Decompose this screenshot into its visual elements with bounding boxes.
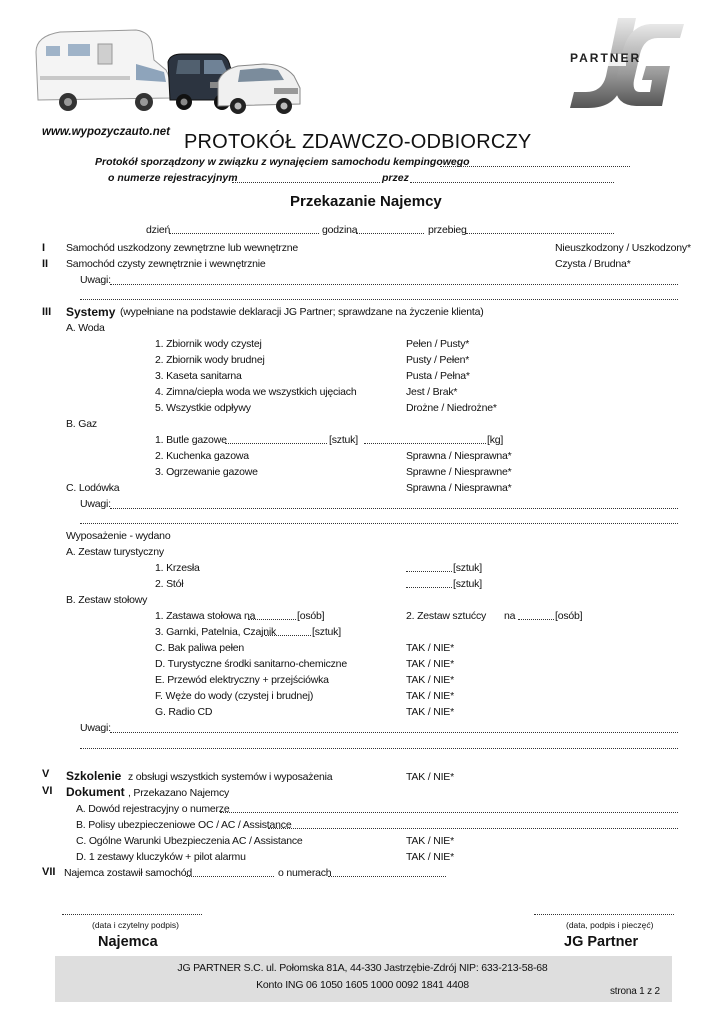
mileage-dotline bbox=[466, 233, 614, 234]
equipment-item-c: C. Bak paliwa pełen bbox=[155, 642, 245, 654]
document-item-b: B. Polisy ubezpieczeniowe OC / AC / Assistance bbox=[76, 819, 292, 831]
section-7-text: Najemca zostawił samochód bbox=[64, 867, 193, 879]
section-3-title: Systemy bbox=[66, 305, 116, 319]
notes-label-2: Uwagi: bbox=[80, 498, 111, 510]
gas-item-1: 1. Butle gazowe bbox=[155, 434, 227, 446]
fridge-status: Sprawna / Niesprawna* bbox=[406, 482, 512, 494]
document-item-d: D. 1 zestawy kluczyków + pilot alarmu bbox=[76, 851, 246, 863]
day-label: dzień bbox=[146, 224, 171, 236]
tenant-name: Najemca bbox=[98, 934, 158, 950]
water-item-4: 4. Zimna/ciepła woda we wszystkich ujęciach bbox=[155, 386, 357, 398]
chairs-label: 1. Krzesła bbox=[155, 562, 200, 574]
cutlery-unit: [osób] bbox=[555, 610, 583, 622]
gas-unit-pieces: [sztuk] bbox=[329, 434, 358, 446]
equipment-item-f: F. Węże do wody (czystej i brudnej) bbox=[155, 690, 314, 702]
mileage-label: przebieg bbox=[428, 224, 467, 236]
table-set-heading: B. Zestaw stołowy bbox=[66, 594, 148, 606]
tenant-signature-line[interactable] bbox=[62, 914, 202, 915]
page-number: strona 1 z 2 bbox=[610, 986, 660, 997]
gas-weight-dotline bbox=[364, 443, 486, 444]
partner-signature-line[interactable] bbox=[534, 914, 674, 915]
notes-dotline-3b bbox=[80, 748, 678, 749]
section-3-number: III bbox=[42, 306, 52, 318]
by-dotline bbox=[410, 182, 614, 183]
section-1-text: Samochód uszkodzony zewnętrzne lub wewnętrzne bbox=[66, 242, 299, 254]
equipment-item-e: E. Przewód elektryczny + przejściówka bbox=[155, 674, 329, 686]
pots-label: 3. Garnki, Patelnia, Czajnik bbox=[155, 626, 277, 638]
notes-dotline-1b bbox=[80, 299, 678, 300]
tourist-set-heading: A. Zestaw turystyczny bbox=[66, 546, 164, 558]
gas-unit-kg: [kg] bbox=[487, 434, 504, 446]
water-status-1: Pełen / Pusty* bbox=[406, 338, 470, 350]
fridge-heading: C. Lodówka bbox=[66, 482, 120, 494]
section-2-status: Czysta / Brudna* bbox=[555, 258, 631, 270]
vehicles-illustration bbox=[32, 20, 304, 120]
gas-status-2: Sprawna / Niesprawna* bbox=[406, 450, 512, 462]
partner-signature-caption: (data, podpis i pieczęć) bbox=[566, 920, 654, 930]
notes-dotline-1 bbox=[110, 284, 678, 285]
registration-label: o numerze rejestracyjnym bbox=[108, 172, 238, 184]
equipment-item-d: D. Turystyczne środki sanitarno-chemiczne bbox=[155, 658, 347, 670]
section-2-text: Samochód czysty zewnętrznie i wewnętrznie bbox=[66, 258, 266, 270]
section-1-number: I bbox=[42, 242, 46, 254]
section-1-status: Nieuszkodzony / Uszkodzony* bbox=[555, 242, 691, 254]
page-title: PROTOKÓŁ ZDAWCZO-ODBIORCZY bbox=[184, 131, 532, 153]
tenant-signature-caption: (data i czytelny podpis) bbox=[92, 920, 179, 930]
section-7-dotline-2 bbox=[328, 876, 446, 877]
footer-bank-account: Konto ING 06 1050 1605 1000 0092 1841 4408 bbox=[256, 979, 469, 991]
gas-status-3: Sprawne / Niesprawne* bbox=[406, 466, 512, 478]
document-status-d: TAK / NIE* bbox=[406, 851, 454, 863]
by-label: przez bbox=[382, 172, 409, 184]
equipment-status-f: TAK / NIE* bbox=[406, 690, 454, 702]
section-7-text2: o numerach bbox=[278, 867, 332, 879]
day-dotline bbox=[169, 233, 319, 234]
chairs-dotline bbox=[406, 571, 452, 572]
dinnerware-unit: [osób] bbox=[297, 610, 325, 622]
section-5-text: z obsługi wszystkich systemów i wyposażenia bbox=[128, 771, 333, 783]
notes-dotline-2b bbox=[80, 523, 678, 524]
vehicle-dotline bbox=[440, 166, 630, 167]
notes-dotline-2 bbox=[110, 508, 678, 509]
document-a-dotline bbox=[220, 812, 678, 813]
table-label: 2. Stół bbox=[155, 578, 184, 590]
section-6-number: VI bbox=[42, 785, 53, 797]
water-item-3: 3. Kaseta sanitarna bbox=[155, 370, 242, 382]
registration-dotline bbox=[232, 182, 380, 183]
section-7-dotline-1 bbox=[186, 876, 274, 877]
dinnerware-label: 1. Zastawa stołowa na bbox=[155, 610, 256, 622]
document-status-c: TAK / NIE* bbox=[406, 835, 454, 847]
document-b-dotline bbox=[268, 828, 678, 829]
section-6-text: , Przekazano Najemcy bbox=[128, 787, 230, 799]
notes-dotline-3 bbox=[110, 732, 678, 733]
section-3-note: (wypełniane na podstawie deklaracji JG Partner; sprawdzane na życzenie klienta) bbox=[120, 306, 484, 318]
gas-count-dotline bbox=[225, 443, 327, 444]
cutlery-dotline bbox=[518, 619, 554, 620]
table-unit: [sztuk] bbox=[453, 578, 482, 590]
water-status-5: Drożne / Niedrożne* bbox=[406, 402, 497, 414]
section-2-number: II bbox=[42, 258, 49, 270]
website-link[interactable]: www.wypozyczauto.net bbox=[42, 126, 171, 138]
water-item-2: 2. Zbiornik wody brudnej bbox=[155, 354, 265, 366]
notes-label-3: Uwagi: bbox=[80, 722, 111, 734]
minivan-image bbox=[218, 64, 300, 114]
equipment-status-g: TAK / NIE* bbox=[406, 706, 454, 718]
gas-item-3: 3. Ogrzewanie gazowe bbox=[155, 466, 258, 478]
water-item-5: 5. Wszystkie odpływy bbox=[155, 402, 251, 414]
jg-partner-logo bbox=[566, 14, 686, 114]
water-status-4: Jest / Brak* bbox=[406, 386, 458, 398]
water-status-3: Pusta / Pełna* bbox=[406, 370, 470, 382]
section-5-title: Szkolenie bbox=[66, 769, 122, 783]
partner-name: JG Partner bbox=[564, 934, 639, 950]
equipment-heading: Wyposażenie - wydano bbox=[66, 530, 171, 542]
section-5-number: V bbox=[42, 768, 50, 780]
water-item-1: 1. Zbiornik wody czystej bbox=[155, 338, 262, 350]
cutlery-na: na bbox=[504, 610, 516, 622]
dinnerware-dotline bbox=[248, 619, 296, 620]
section-title: Przekazanie Najemcy bbox=[290, 193, 442, 210]
gas-heading: B. Gaz bbox=[66, 418, 97, 430]
table-dotline bbox=[406, 587, 452, 588]
protocol-line-1: Protokół sporządzony w związku z wynajęciem samochodu kempingowego bbox=[95, 156, 470, 168]
equipment-status-d: TAK / NIE* bbox=[406, 658, 454, 670]
footer-address: JG PARTNER S.C. ul. Połomska 81A, 44-330 Jastrzębie-Zdrój NIP: 633-213-58-68 bbox=[177, 962, 548, 974]
equipment-status-c: TAK / NIE* bbox=[406, 642, 454, 654]
logo-partner-text: PARTNER bbox=[570, 51, 642, 65]
chairs-unit: [sztuk] bbox=[453, 562, 482, 574]
equipment-item-g: G. Radio CD bbox=[155, 706, 213, 718]
hour-label: godzina bbox=[322, 224, 358, 236]
hour-dotline bbox=[356, 233, 424, 234]
notes-label-1: Uwagi: bbox=[80, 274, 111, 286]
equipment-status-e: TAK / NIE* bbox=[406, 674, 454, 686]
document-item-c: C. Ogólne Warunki Ubezpieczenia AC / Assistance bbox=[76, 835, 303, 847]
section-5-status: TAK / NIE* bbox=[406, 771, 454, 783]
section-7-number: VII bbox=[42, 866, 56, 878]
document-item-a: A. Dowód rejestracyjny o numerze bbox=[76, 803, 230, 815]
water-heading: A. Woda bbox=[66, 322, 105, 334]
motorhome-image bbox=[36, 30, 171, 111]
water-status-2: Pusty / Pełen* bbox=[406, 354, 470, 366]
pots-unit: [sztuk] bbox=[312, 626, 341, 638]
gas-item-2: 2. Kuchenka gazowa bbox=[155, 450, 249, 462]
pots-dotline bbox=[265, 635, 311, 636]
cutlery-label: 2. Zestaw sztućcy bbox=[406, 610, 487, 622]
section-6-title: Dokument bbox=[66, 785, 125, 799]
